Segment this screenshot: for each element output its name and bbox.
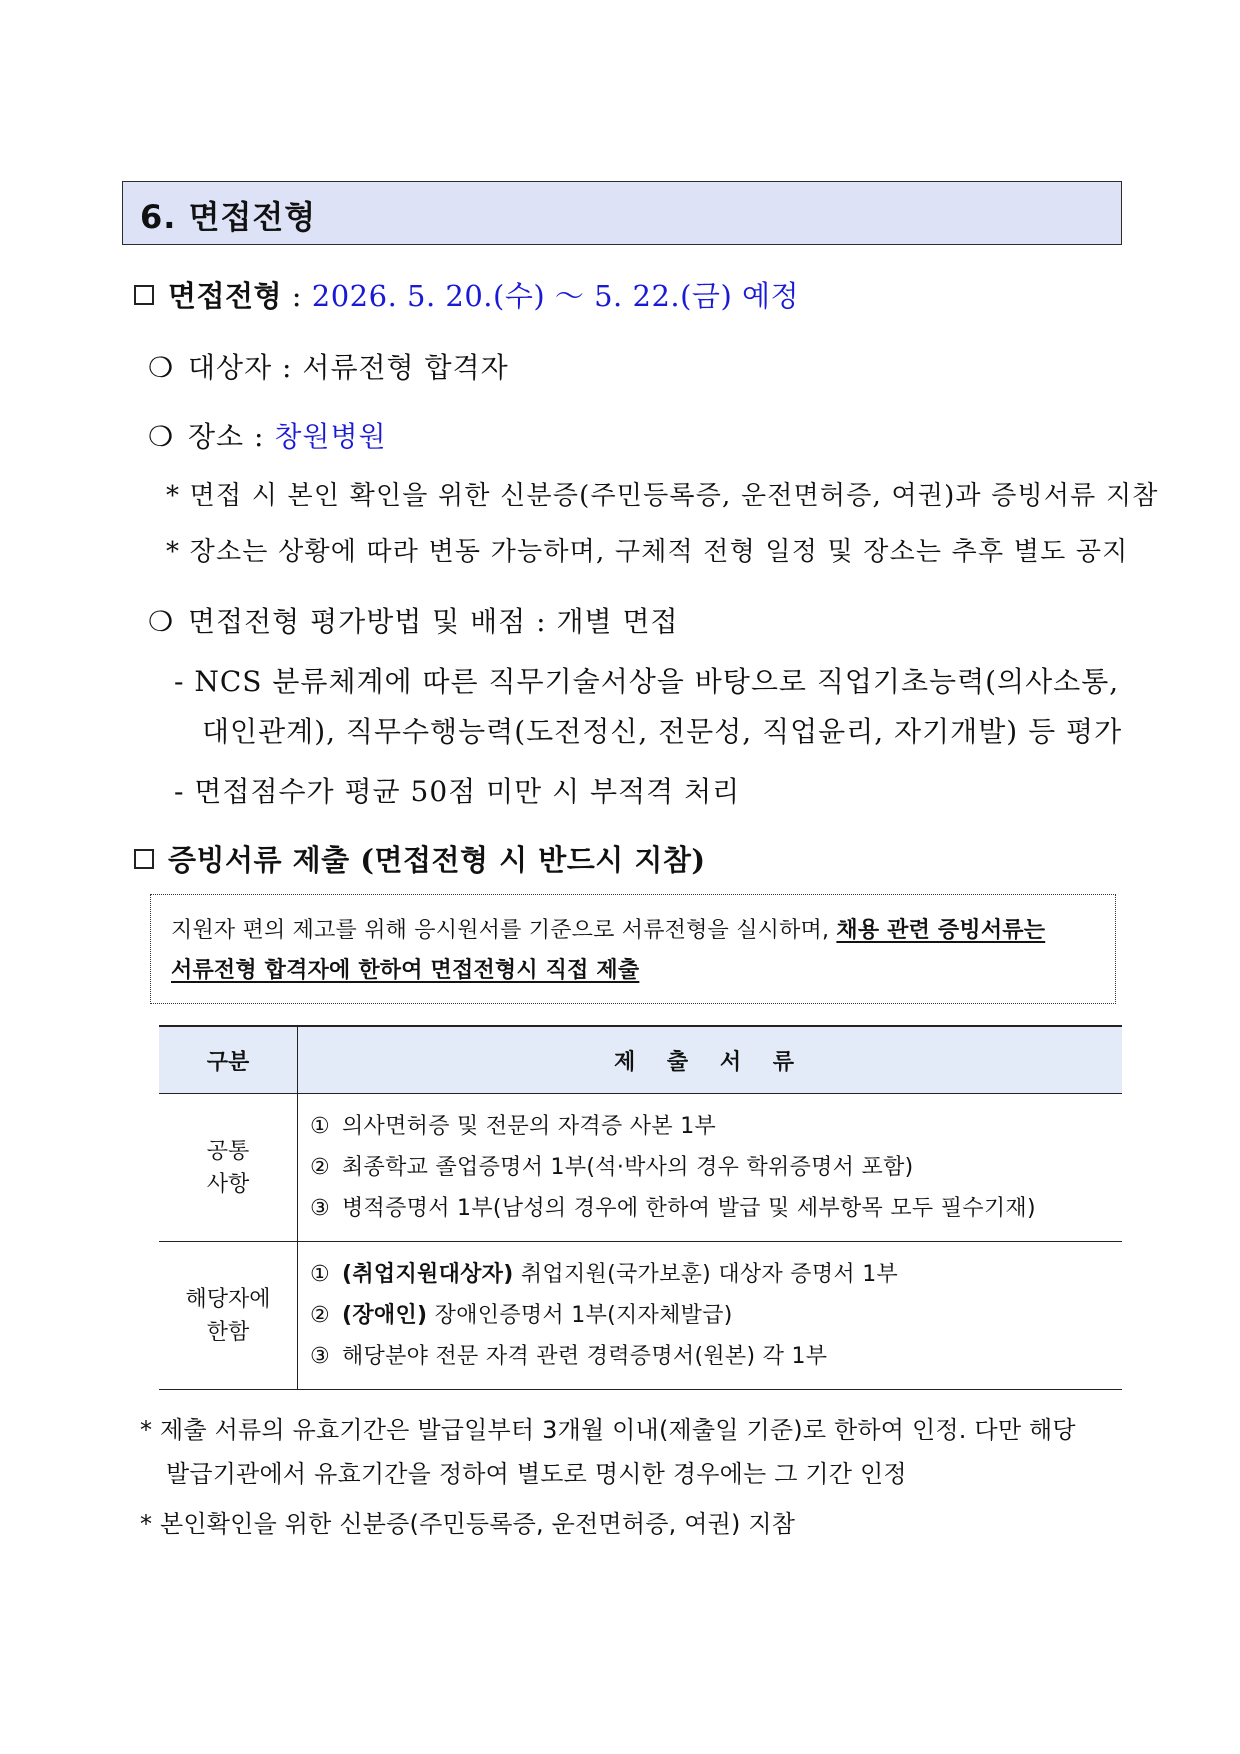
square-bullet-icon (134, 849, 154, 869)
target-line (148, 346, 509, 386)
list-item: ② (장애인) 장애인증명서 1부(지자체발급) (310, 1303, 733, 1328)
notice-emphasis-2: 서류전형 합격자에 한하여 면접전형시 직접 제출 (171, 958, 640, 983)
docs-heading-line (134, 838, 706, 879)
notice-line-1 (171, 913, 1045, 944)
place-value: 창원병원 (274, 420, 387, 453)
list-item: ③ 병적증명서 1부(남성의 경우에 한하여 발급 및 세부항목 모두 필수기재) (310, 1196, 1036, 1221)
separator: : (526, 605, 557, 638)
documents-table (159, 1025, 1122, 1390)
interview-schedule (134, 274, 799, 315)
section-header (122, 181, 1122, 245)
category-applicable: 해당자에 한함 (159, 1242, 298, 1390)
circle-bullet-icon: ❍ (148, 605, 175, 638)
list-item: ② 최종학교 졸업증명서 1부(석·박사의 경우 학위증명서 포함) (310, 1155, 914, 1180)
notice-emphasis-1: 채용 관련 증빙서류는 (836, 918, 1046, 943)
table-row (159, 1242, 1122, 1390)
footnote-validity: * 제출 서류의 유효기간은 발급일부터 3개월 이내(제출일 기준)로 한하여 인정. 다만 해당 (140, 1416, 1076, 1444)
footnote-validity-cont: 발급기관에서 유효기간을 정하여 별도로 명시한 경우에는 그 기간 인정 (166, 1460, 907, 1488)
table-header-row (159, 1026, 1122, 1094)
header-category: 구분 (159, 1026, 298, 1094)
eval-item-cutoff: - 면접점수가 평균 50점 미만 시 부적격 처리 (174, 775, 741, 808)
notice-box (150, 894, 1116, 1004)
notice-line-2 (171, 953, 639, 984)
separator: : (282, 279, 312, 313)
list-item: ① (취업지원대상자) 취업지원(국가보훈) 대상자 증명서 1부 (310, 1262, 899, 1287)
circle-bullet-icon: ❍ (148, 351, 175, 384)
interview-note-id: * 면접 시 본인 확인을 위한 신분증(주민등록증, 운전면허증, 여권)과 증빙서류 지참 (166, 481, 1159, 511)
interview-label: 면접전형 (168, 279, 283, 313)
header-documents: 제 출 서 류 (298, 1026, 1123, 1094)
place-label: 장소 (188, 420, 245, 453)
interview-date: 2026. 5. 20.(수) ～ 5. 22.(금) 예정 (311, 279, 800, 313)
common-documents (298, 1094, 1123, 1242)
eval-value: 개별 면접 (556, 605, 679, 638)
separator: : (244, 420, 275, 453)
place-line (148, 415, 387, 455)
eval-item-ncs-cont: 대인관계), 직무수행능력(도전정신, 전문성, 직업윤리, 자기개발) 등 평가 (202, 715, 1123, 748)
target-label: 대상자 (188, 351, 273, 384)
circle-bullet-icon: ❍ (148, 420, 175, 453)
category-common: 공통 사항 (159, 1094, 298, 1242)
table-row (159, 1094, 1122, 1242)
eval-line (148, 600, 679, 640)
docs-heading: 증빙서류 제출 (면접전형 시 반드시 지참) (168, 843, 706, 877)
eval-label: 면접전형 평가방법 및 배점 (188, 605, 527, 638)
list-item: ③ 해당분야 전문 자격 관련 경력증명서(원본) 각 1부 (310, 1344, 828, 1369)
section-title: 6. 면접전형 (140, 198, 317, 236)
interview-note-place: * 장소는 상황에 따라 변동 가능하며, 구체적 전형 일정 및 장소는 추후 별도 공지 (166, 537, 1129, 567)
list-item: ① 의사면허증 및 전문의 자격증 사본 1부 (310, 1114, 717, 1139)
notice-text: 지원자 편의 제고를 위해 응시원서를 기준으로 서류전형을 실시하며, (171, 918, 837, 943)
footnote-id: * 본인확인을 위한 신분증(주민등록증, 운전면허증, 여권) 지참 (140, 1510, 796, 1538)
eval-item-ncs: - NCS 분류체계에 따른 직무기술서상을 바탕으로 직업기초능력(의사소통, (174, 665, 1120, 698)
square-bullet-icon (134, 285, 154, 305)
applicable-documents (298, 1242, 1123, 1390)
target-value: 서류전형 합격자 (302, 351, 509, 384)
separator: : (272, 351, 303, 384)
